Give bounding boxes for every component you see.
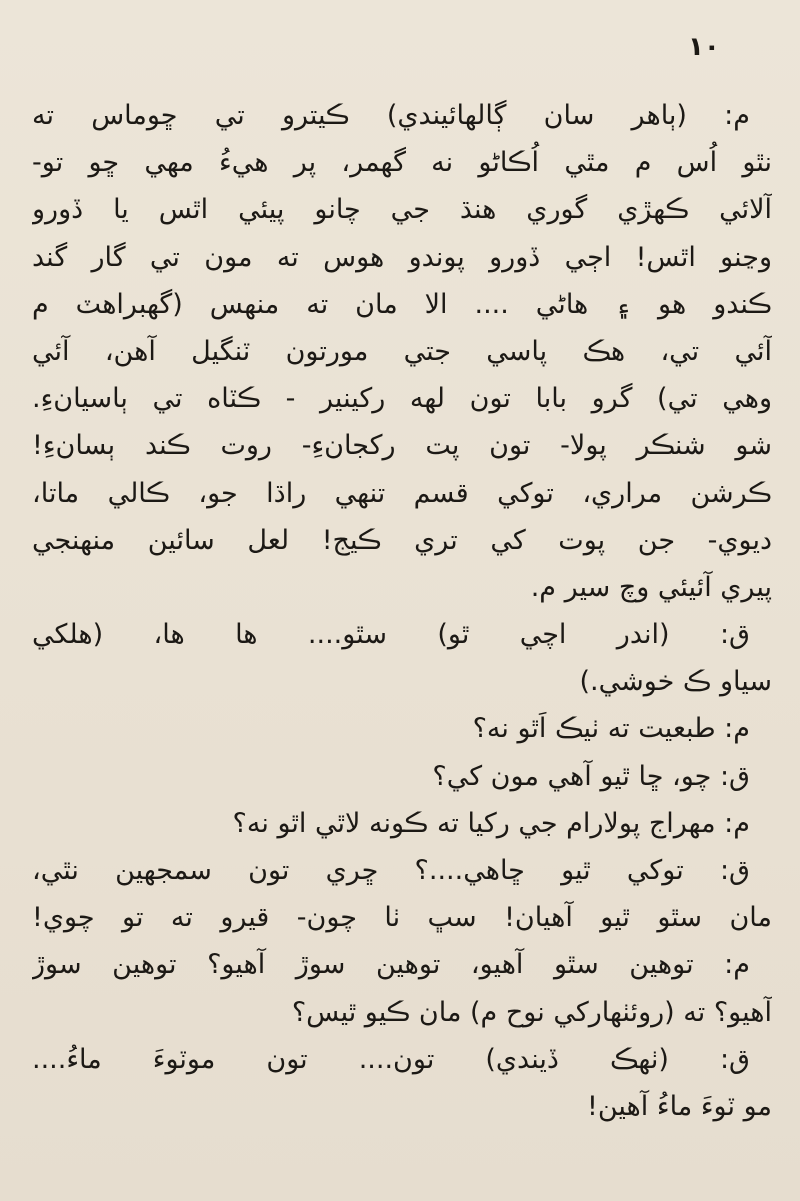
text-line: آئي تي، هڪ پاسي جتي مورتون ٽنگيل آهن، آئي xyxy=(32,335,772,367)
text-line: آهيو؟ ته (روئٺهارکي نوح م) مان ڪيو ٿيس؟ xyxy=(291,996,772,1028)
text-line: وڃنو اٿس! اڄي ڏورو پوندو هوس ته مون تي گار گند xyxy=(32,241,772,273)
text-line: ڪرشن مراري، توکي قسم تنهي راڌا جو، ڪالي ماتا، xyxy=(32,477,772,509)
text-body xyxy=(32,92,772,1130)
text-line: م: توهين سٿو آهيو، توهين سوڙ آهيو؟ توهين سوڙ xyxy=(32,949,750,981)
text-line: ديوي- جن پوت کي تري ڪيج! لعل سائين منهنجي xyxy=(32,524,772,556)
text-line: م: (ٻاهر سان ڳالهائيندي) ڪيترو تي ڇوماس ته xyxy=(32,100,750,131)
text-line: شو شنڪر پولا- تون پت رکجانءِ- روت ڪند ٻسانءِ! xyxy=(32,430,772,462)
text-line: م: مهراج پولارام جي رکيا ته ڪونه لاٿي اٿو نه؟ xyxy=(232,807,750,839)
page-number: ١٠ xyxy=(688,32,720,62)
text-line: سياو ڪ خوشي.) xyxy=(579,666,772,698)
text-line: ق: (اندر اچي ٿو) سٿو.... ها ها، (هلکي xyxy=(32,619,750,651)
text-line: ڪندو هو ۽ هاڻي .... الا مان ته منهس (گهبراهٽ م xyxy=(32,288,772,320)
text-line: مو ٽوءَ ماءُ آهين! xyxy=(587,1090,772,1122)
text-line: آلائي ڪهڙي گوري هنڌ جي چانو پيئي اٿس يا ڏورو xyxy=(32,194,772,226)
text-line: ق: چو، ڇا ٿيو آهي مون کي؟ xyxy=(432,760,750,792)
text-line: وهي تي) گرو بابا تون لهه رکينير - ڪٽاه تي ٻاسيانءِ. xyxy=(32,383,772,415)
text-line: ق: (ٺهڪ ڏيندي) تون.... تون موٽوءَ ماءُ.... xyxy=(32,1043,750,1075)
text-line: مان سٿو ٿيو آهيان! سڀ ٺا چون- قيرو ته تو چوي! xyxy=(32,902,772,934)
text-line: ق: توکي ٿيو ڇاهي....؟ ڇري تون سمجهين نٿي، xyxy=(32,855,750,886)
text-line: نٿو اُس م مٿي اُڪاڻو نه گهمر، پر هيءُ مهي ڇو تو- xyxy=(32,147,772,179)
text-line: پيري آئيئي وچ سير م. xyxy=(530,571,772,603)
text-line: م: طبعيت ته ٺيڪ اَٿو نه؟ xyxy=(472,713,750,745)
